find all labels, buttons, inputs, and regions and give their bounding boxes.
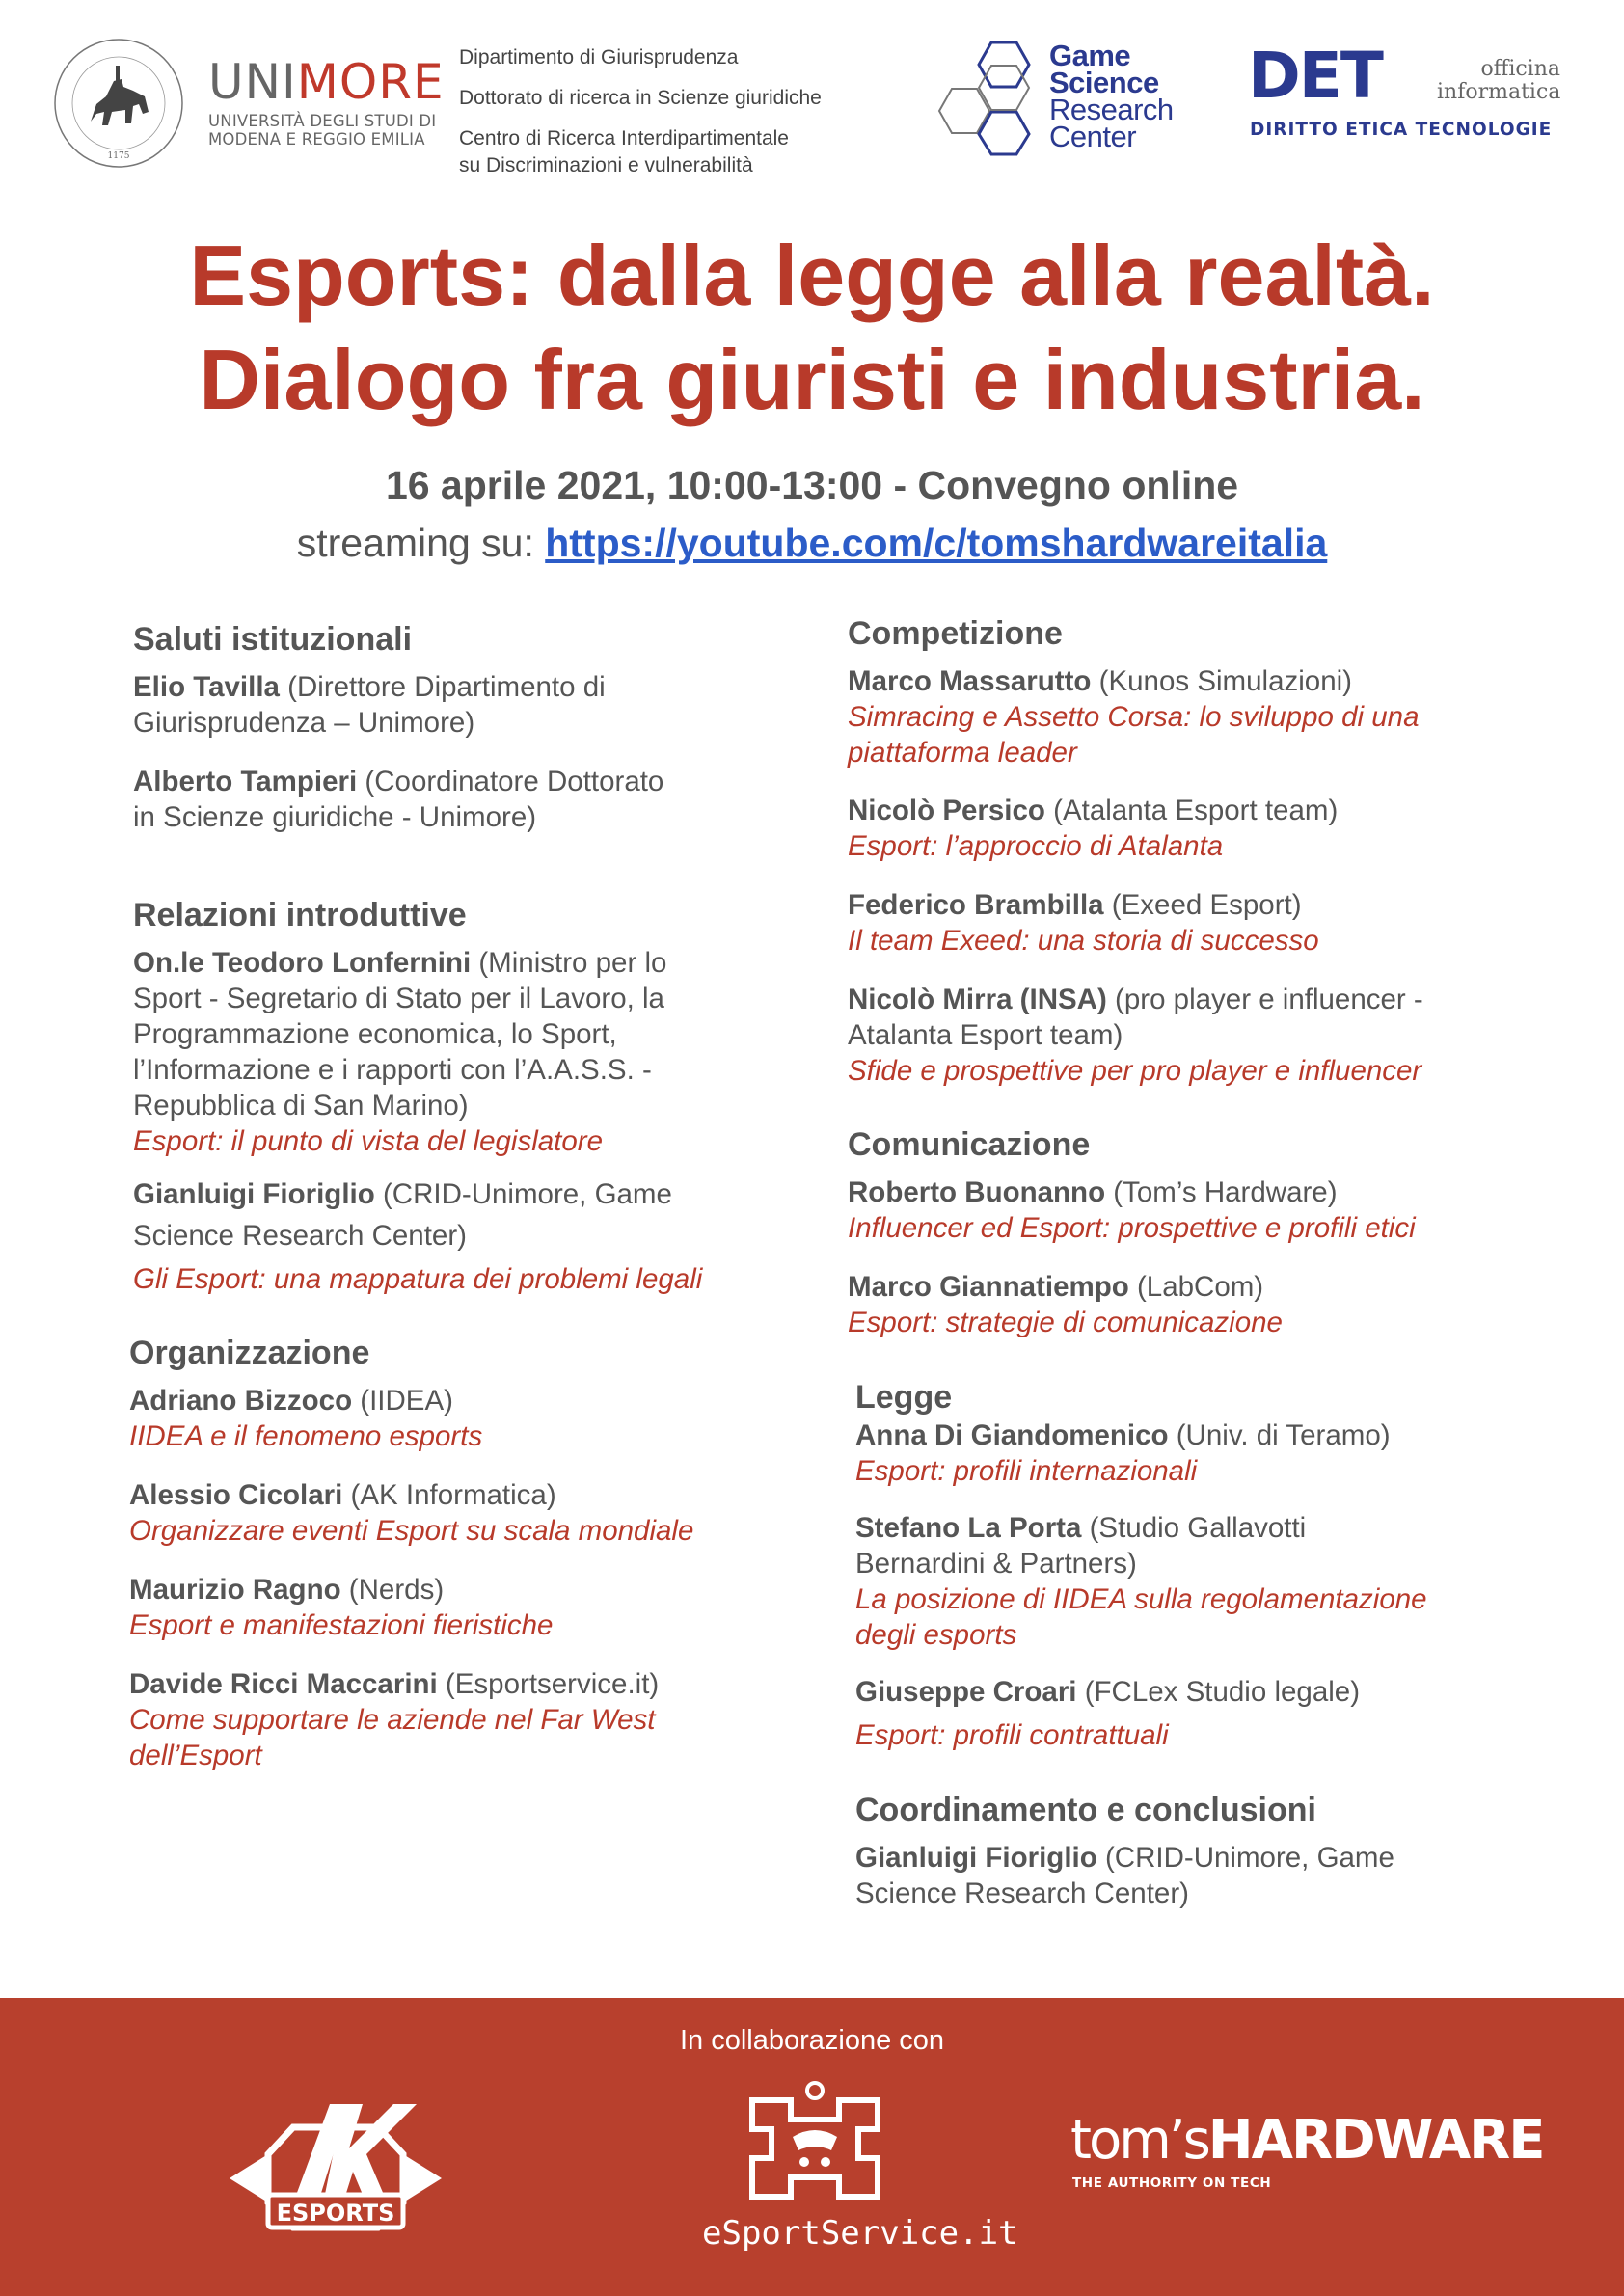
speaker-name: Alberto Tampieri	[133, 766, 358, 797]
speaker-affiliation: (pro player e influencer -	[1106, 984, 1423, 1015]
talk-title: La posizione di IIDEA sulla regolamentazione	[855, 1583, 1427, 1615]
speaker-affiliation-cont: Bernardini & Partners)	[855, 1548, 1137, 1580]
speaker-org-2	[129, 1477, 693, 1549]
talk-title-cont: dell’Esport	[129, 1740, 262, 1771]
section-comunicazione: Comunicazione	[848, 1126, 1091, 1163]
speaker-affiliation: (Nerds)	[340, 1574, 445, 1606]
esportservice-mascot-logo	[743, 2081, 887, 2206]
speaker-affiliation: (CRID-Unimore, Game	[374, 1178, 672, 1210]
speaker-name: Roberto Buonanno	[848, 1176, 1106, 1208]
speaker-relazioni-2	[133, 1176, 702, 1297]
event-date: 16 aprile 2021, 10:00-13:00 - Convegno online	[385, 463, 1239, 507]
speaker-affiliation-cont: l’Informazione e i rapporti con l’A.A.S.S. -	[133, 1054, 652, 1086]
speaker-saluti-2	[133, 764, 663, 835]
streaming-label: streaming su:	[296, 521, 546, 565]
department-info	[459, 44, 822, 179]
speaker-affiliation: (AK Informatica)	[342, 1479, 556, 1511]
speaker-saluti-1	[133, 669, 606, 741]
speaker-org-1	[129, 1383, 482, 1454]
talk-title: Organizzare eventi Esport su scala mondiale	[129, 1515, 694, 1547]
speaker-com-2	[848, 1269, 1283, 1340]
talk-title: Gli Esport: una mappatura dei problemi legali	[133, 1263, 703, 1295]
talk-title: Influencer ed Esport: prospettive e profili etici	[848, 1212, 1416, 1244]
section-saluti: Saluti istituzionali	[133, 621, 413, 658]
toms-name-b: HARDWARE	[1207, 2109, 1544, 2172]
section-competizione: Competizione	[848, 615, 1063, 652]
unimore-name-b: MORE	[296, 54, 445, 110]
speaker-affiliation: (Esportservice.it)	[437, 1668, 660, 1700]
department-line-4: su Discriminazioni e vulnerabilità	[459, 154, 753, 176]
talk-title: IIDEA e il fenomeno esports	[129, 1420, 483, 1452]
speaker-name: Anna Di Giandomenico	[855, 1419, 1169, 1451]
talk-title: Esport: l’approccio di Atalanta	[848, 830, 1224, 862]
speaker-coord-1	[855, 1840, 1394, 1911]
unimore-logo	[208, 54, 445, 149]
speaker-affiliation: (Coordinatore Dottorato	[357, 766, 664, 797]
speaker-name: Davide Ricci Maccarini	[129, 1668, 438, 1700]
speaker-affiliation: (IIDEA)	[352, 1385, 453, 1417]
section-legge: Legge	[855, 1379, 953, 1416]
speaker-name: Nicolò Mirra (INSA)	[848, 984, 1107, 1015]
speaker-affiliation-cont: Atalanta Esport team)	[848, 1019, 1123, 1051]
gsrc-line-3: Research	[1049, 93, 1174, 126]
streaming-link[interactable]: https://youtube.com/c/tomshardwareitalia	[545, 521, 1328, 565]
seal-year: 1175	[107, 151, 130, 161]
section-relazioni: Relazioni introduttive	[133, 897, 467, 933]
department-line-2: Dottorato di ricerca in Scienze giuridiche	[459, 87, 822, 109]
speaker-comp-1	[848, 663, 1419, 770]
gsrc-line-4: Center	[1049, 120, 1137, 153]
speaker-name: Alessio Cicolari	[129, 1479, 343, 1511]
gsrc-line-2: Science	[1049, 66, 1159, 99]
speaker-name: Federico Brambilla	[848, 889, 1104, 921]
speaker-name: Giuseppe Croari	[855, 1676, 1077, 1708]
talk-title: Esport: profili internazionali	[855, 1455, 1198, 1487]
speaker-org-4	[129, 1666, 659, 1773]
speaker-affiliation-cont: Science Research Center)	[133, 1220, 467, 1252]
speaker-name: Maurizio Ragno	[129, 1574, 341, 1606]
gsrc-line-1: Game	[1049, 39, 1131, 72]
footer-band	[0, 1998, 1624, 2296]
speaker-affiliation-cont: Repubblica di San Marino)	[133, 1090, 469, 1121]
speaker-affiliation: (Atalanta Esport team)	[1044, 795, 1339, 826]
speaker-affiliation: (LabCom)	[1128, 1271, 1264, 1303]
speaker-affiliation-cont: in Scienze giuridiche - Unimore)	[133, 801, 537, 833]
speaker-name: Gianluigi Fioriglio	[855, 1842, 1097, 1874]
speaker-name: Adriano Bizzoco	[129, 1385, 353, 1417]
section-coordinamento: Coordinamento e conclusioni	[855, 1792, 1316, 1828]
speaker-name: Stefano La Porta	[855, 1512, 1082, 1544]
department-line-3: Centro di Ricerca Interdipartimentale	[459, 127, 789, 149]
speaker-comp-4	[848, 982, 1423, 1089]
speaker-comp-3	[848, 887, 1319, 959]
speaker-affiliation-cont: Giurisprudenza – Unimore)	[133, 707, 475, 739]
streaming-line	[0, 521, 1624, 566]
speaker-com-1	[848, 1175, 1416, 1246]
speaker-affiliation-cont: Programmazione economica, lo Sport,	[133, 1018, 617, 1050]
speaker-affiliation: (CRID-Unimore, Game	[1096, 1842, 1394, 1874]
speaker-affiliation: (Univ. di Teramo)	[1168, 1419, 1391, 1451]
talk-title: Sfide e prospettive per pro player e influencer	[848, 1055, 1422, 1087]
speaker-affiliation: (Ministro per lo	[471, 947, 667, 979]
speaker-affiliation: (Exeed Esport)	[1103, 889, 1302, 921]
speaker-name: Gianluigi Fioriglio	[133, 1178, 375, 1210]
toms-hardware-logo	[1070, 2109, 1544, 2172]
det-side-2: informatica	[1437, 80, 1561, 104]
talk-title-cont: degli esports	[855, 1619, 1017, 1651]
speaker-name: On.le Teodoro Lonfernini	[133, 947, 472, 979]
speaker-name: Marco Giannatiempo	[848, 1271, 1129, 1303]
toms-name-a: tom’s	[1070, 2109, 1208, 2172]
ak-esports-logo	[230, 2094, 442, 2239]
speaker-relazioni-1	[133, 945, 666, 1159]
speaker-name: Elio Tavilla	[133, 671, 280, 703]
collab-label: In collaborazione con	[679, 2025, 945, 2056]
speaker-name: Nicolò Persico	[848, 795, 1045, 826]
det-officina-text	[1437, 58, 1560, 104]
speaker-affiliation: (Kunos Simulazioni)	[1091, 665, 1352, 697]
talk-title: Esport e manifestazioni fieristiche	[129, 1609, 554, 1641]
speaker-org-3	[129, 1572, 553, 1643]
speaker-affiliation: (FCLex Studio legale)	[1076, 1676, 1361, 1708]
talk-title: Esport: profili contrattuali	[855, 1719, 1169, 1751]
speaker-affiliation: (Direttore Dipartimento di	[279, 671, 606, 703]
speaker-legge-2	[855, 1510, 1427, 1653]
speaker-legge-1	[855, 1418, 1391, 1489]
det-logo: DET	[1248, 39, 1382, 113]
speaker-affiliation-cont: Sport - Segretario di Stato per il Lavoro, la	[133, 983, 664, 1014]
unimore-sub-2: MODENA E REGGIO EMILIA	[208, 130, 425, 149]
esportservice-text: eSportService.it	[702, 2214, 1018, 2253]
talk-title: Esport: strategie di comunicazione	[848, 1307, 1283, 1338]
talk-title: Simracing e Assetto Corsa: lo sviluppo di una	[848, 701, 1420, 733]
event-title-line-2: Dialogo fra giuristi e industria.	[199, 332, 1425, 427]
section-organizzazione: Organizzazione	[129, 1335, 370, 1371]
talk-title: Il team Exeed: una storia di successo	[848, 925, 1319, 957]
det-subtitle: DIRITTO ETICA TECNOLOGIE	[1250, 120, 1553, 140]
speaker-affiliation-cont: Science Research Center)	[855, 1877, 1189, 1909]
talk-title-cont: piattaforma leader	[848, 737, 1077, 769]
toms-tagline: THE AUTHORITY ON TECH	[1072, 2175, 1272, 2191]
unimore-sub-1: UNIVERSITÀ DEGLI STUDI DI	[208, 112, 437, 130]
speaker-affiliation: (Studio Gallavotti	[1081, 1512, 1307, 1544]
event-title-line-1: Esports: dalla legge alla realtà.	[189, 228, 1435, 323]
speaker-legge-3	[855, 1674, 1360, 1753]
speaker-affiliation: (Tom’s Hardware)	[1105, 1176, 1338, 1208]
unimore-name-a: UNI	[208, 54, 297, 110]
speaker-comp-2	[848, 793, 1338, 864]
speaker-name: Marco Massarutto	[848, 665, 1092, 697]
det-side-1: officina	[1480, 57, 1560, 81]
unimore-seal-logo	[52, 37, 185, 170]
department-line-1: Dipartimento di Giurisprudenza	[459, 46, 739, 68]
talk-title: Come supportare le aziende nel Far West	[129, 1704, 656, 1736]
gsrc-logo-text	[1049, 39, 1174, 153]
talk-title: Esport: il punto di vista del legislatore	[133, 1125, 604, 1157]
ak-label: ESPORTS	[276, 2200, 395, 2227]
